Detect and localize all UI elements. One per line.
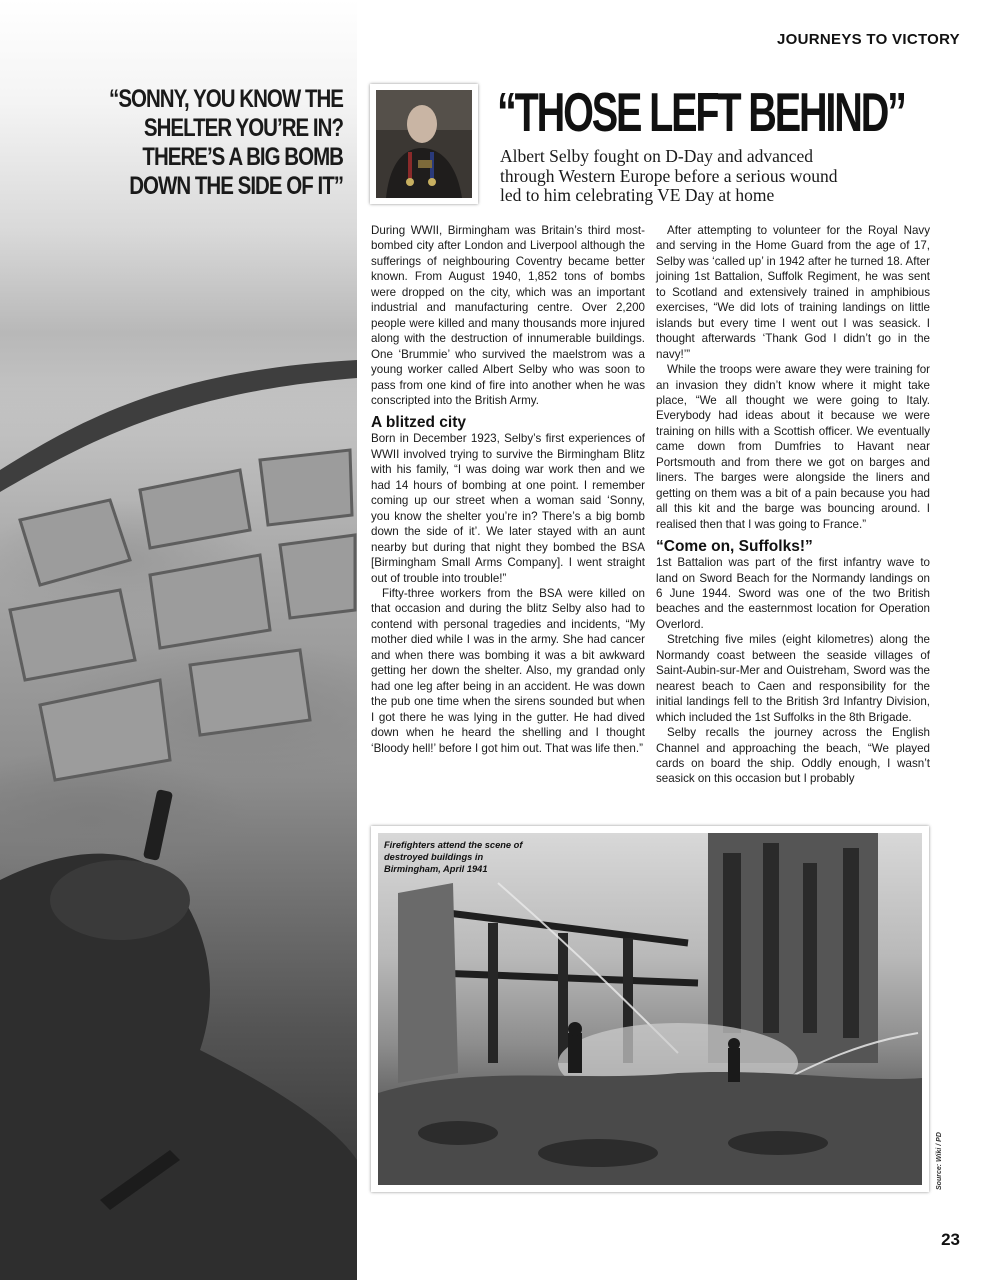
article-column-1 [371,223,645,756]
body-paragraph: After attempting to volunteer for the Royal Navy and serving in the Home Guard from the age of 17, Selby was ‘called up’ in 1942 after he turned 18. After joining 1st Battalion, Suffolk Regiment, he was sent to Scotland and extensively trained in amphibious exercises, “We did lots of training landings on little islands but every time I went out I was seasick. I thought afterwards ‘Thank God I didn’t go in the navy!’” [656,224,930,361]
subheading-blitzed-city: A blitzed city [371,414,467,432]
destroyed-buildings-photo [378,833,922,1185]
pull-quote: “SONNY, YOU KNOW THE SHELTER YOU’RE IN? THERE’S A BIG BOMB DOWN THE SIDE OF IT” [109,85,343,200]
body-paragraph: Fifty-three workers from the BSA were killed on that occasion and during the blitz Selby also had to contend with personal tragedies and incidents, “My mother died while I was in the army. She had cancer and when there was bombing it was a bit awkward getting her down the shelter. Also, my grandad only had one leg after being in an accident. He was down the pub one time when the sirens sounded but when I got there he was lying in the gutter. He had dived down when he heard the shelling and I thought ‘Bloody hell!’ before I got him out. That was life then.” [371,586,645,755]
veteran-portrait-image [376,90,472,198]
section-label: JOURNEYS TO VICTORY [777,31,960,48]
body-paragraph: Selby recalls the journey across the English Channel and approaching the beach, “We played cards on board the ship. Oddly enough, I wasn’t seasick on this occasion but I probably [656,726,930,786]
page-number: 23 [941,1230,960,1249]
photo-caption: Firefighters attend the scene of destroyed buildings in Birmingham, April 1941 [384,840,523,874]
subheading-come-on-suffolks: “Come on, Suffolks!” [656,538,813,556]
body-paragraph: 1st Battalion was part of the first infantry wave to land on Sword Beach for the Normandy landings on 6 June 1944. Sword was one of the two British beaches and the easternmost location for Operation Overlord. [656,556,930,631]
portrait-photo [370,84,478,204]
bottom-photo-frame [371,826,929,1192]
headline: “THOSE LEFT BEHIND” [497,81,905,143]
ruins-scene-image [378,833,922,1185]
article-column-2 [656,223,930,787]
standfirst: Albert Selby fought on D-Day and advanced through Western Europe before a serious wound led to him celebrating VE Day at home [500,146,838,205]
body-paragraph: Born in December 1923, Selby’s first experiences of WWII involved trying to survive the Birmingham Blitz with his family, “I was doing war work then and we had 14 hours of bombing at one point. I remember coming up our street when a woman said ‘Sonny, you know the shelter you’re in? There’s a big bomb down the side of it’. We later stayed with an aunt nearby but during that night they bombed the BSA [Birmingham Small Arms Company]. I went straight out of trouble into trouble!” [371,432,645,585]
left-archive-photo [0,0,357,1280]
photo-source-credit: Source: Wiki / PD [936,1132,943,1190]
body-paragraph: Stretching five miles (eight kilometres) along the Normandy coast between the seaside villages of Saint-Aubin-sur-Mer and Ouistreham, Sword was the nearest beach to Caen and responsibility for the initial landings fell to the British 3rd Infantry Division, which included the 1st Suffolks in the 8th Brigade. [656,633,930,724]
intro-paragraph: During WWII, Birmingham was Britain’s third most-bombed city after London and Liverpool although the sufferings of neighbouring Coventry became better known. From August 1940, 1,852 tons of bombs were dropped on the city, which was an important industrial and manufacturing centre. Over 2,200 people were killed and many thousands more injured along with the destruction of innumerable buildings. One ‘Brummie’ who survived the maelstrom was a young worker called Albert Selby who was soon to pass from one kind of fire into another when he was conscripted into the British Army. [371,224,645,407]
body-paragraph: While the troops were aware they were training for an invasion they didn’t know where it might take place, “We all thought we were going to Italy. Everybody had ideas about it because we were training on hills with a Scottish officer. We eventually came down from Dumfries to Havant near Portsmouth and from there we got on barges and liners. The barges were alongside the liners and getting on them was a bit of a pain because you had all this kit and the barge was bouncing around. I realised then that I was going to France.” [656,363,930,531]
